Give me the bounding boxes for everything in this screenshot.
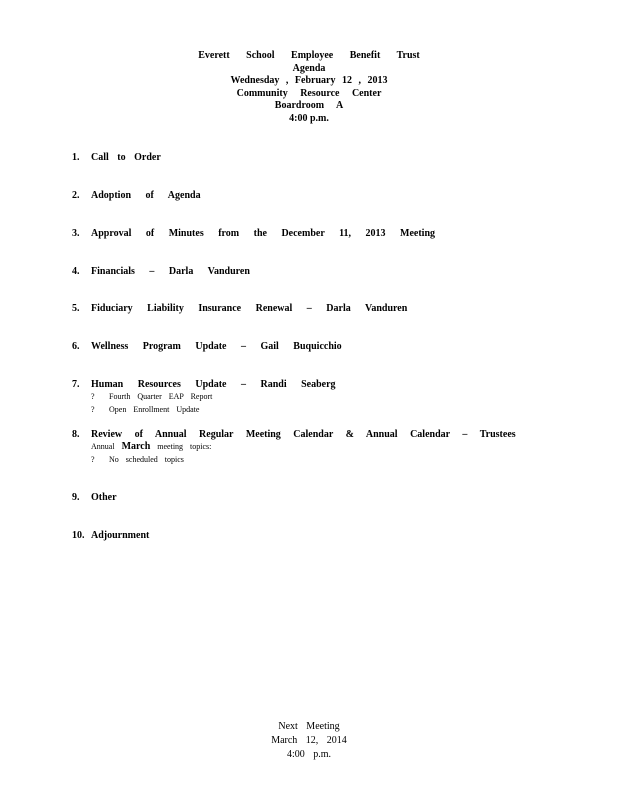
agenda-subitem xyxy=(91,392,212,402)
item-number: 3. xyxy=(72,228,80,239)
agenda-item-1 xyxy=(72,152,161,164)
agenda-item-9 xyxy=(72,492,117,504)
item-number: 10. xyxy=(72,530,85,541)
agenda-subitem xyxy=(91,405,199,415)
item-number: 2. xyxy=(72,190,80,201)
item-text: Other xyxy=(91,492,117,503)
meeting-date: Wednesday , February 12 , 2013 xyxy=(230,75,388,87)
agenda-item-7 xyxy=(72,379,336,391)
agenda-item-5 xyxy=(72,303,407,315)
meeting-room: Boardroom A xyxy=(274,100,344,112)
note-word: Annual xyxy=(91,442,115,451)
meeting-time: 4:00 p.m. xyxy=(289,112,329,124)
next-meeting-label: Next Meeting xyxy=(278,721,340,732)
bullet-icon: ? xyxy=(91,405,95,414)
bullet-icon: ? xyxy=(91,392,95,401)
subitem-text: No scheduled topics xyxy=(109,455,184,464)
item-text: Adoption of Agenda xyxy=(91,190,201,201)
item-text: Review of Annual Regular Meeting Calendar & Annual Calendar – Trustees xyxy=(91,429,516,440)
agenda-item-10 xyxy=(72,530,149,542)
organization-name: Everett School Employee Benefit Trust xyxy=(198,50,420,61)
item-number: 4. xyxy=(72,266,80,277)
next-meeting-date: March 12, 2014 xyxy=(271,735,347,746)
item-text: Adjournment xyxy=(91,530,150,541)
next-meeting xyxy=(0,720,618,762)
note-month: March xyxy=(121,441,151,452)
document-title: Agenda xyxy=(292,62,326,74)
next-meeting-time: 4:00 p.m. xyxy=(286,749,332,760)
subitem-text: Open Enrollment Update xyxy=(109,405,200,414)
note-word: meeting topics: xyxy=(157,442,212,451)
item-text: Human Resources Update – Randi Seaberg xyxy=(91,379,336,390)
agenda-item-2 xyxy=(72,190,201,202)
item-number: 1. xyxy=(72,152,80,163)
agenda-subitem-note xyxy=(91,442,211,452)
item-text: Call to Order xyxy=(91,152,161,163)
agenda-item-6 xyxy=(72,341,342,353)
agenda-item-8 xyxy=(72,429,516,441)
item-number: 7. xyxy=(72,379,80,390)
item-text: Financials – Darla Vanduren xyxy=(91,266,250,277)
item-text: Wellness Program Update – Gail Buquicchio xyxy=(91,341,342,352)
agenda-item-3 xyxy=(72,228,435,240)
item-number: 9. xyxy=(72,492,80,503)
item-number: 8. xyxy=(72,429,80,440)
meeting-location: Community Resource Center xyxy=(236,87,382,99)
item-number: 6. xyxy=(72,341,80,352)
bullet-icon: ? xyxy=(91,455,95,464)
item-number: 5. xyxy=(72,303,80,314)
item-text: Fiduciary Liability Insurance Renewal – Darla Vanduren xyxy=(91,303,408,314)
agenda-item-4 xyxy=(72,266,250,278)
agenda-subitem xyxy=(91,455,184,465)
item-text: Approval of Minutes from the December 11, 2013 Meeting xyxy=(91,228,436,239)
subitem-text: Fourth Quarter EAP Report xyxy=(109,392,213,401)
